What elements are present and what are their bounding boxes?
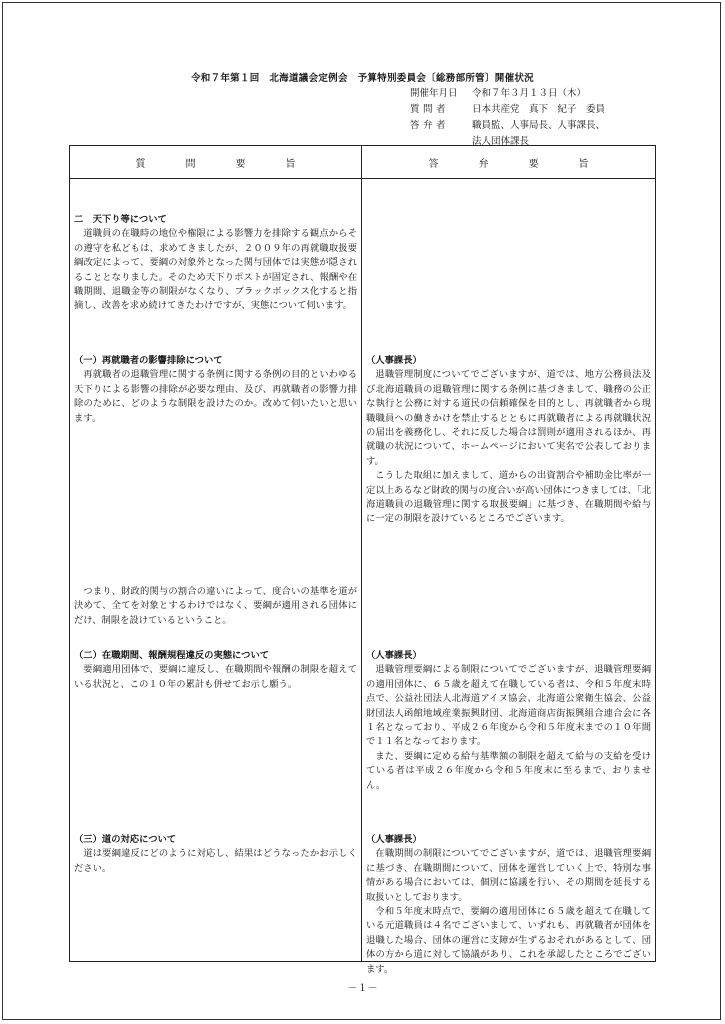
- answer-column: [362, 179, 656, 975]
- meta-questioner-value: 日本共産党 真下 紀子 委員: [472, 104, 606, 115]
- meta-answerer-value-2: 法人団体課長: [472, 136, 530, 147]
- answer-block-1: [366, 354, 651, 527]
- meta-answerer-value-1: 職員監、人事局長、人事課長、: [472, 120, 606, 131]
- question-heading: （二）在職期間、報酬規程違反の実態について: [74, 650, 270, 661]
- question-column: [70, 179, 362, 962]
- answer-paragraph: 令和５年度末時点で、要綱の適用団体に６５歳を超えて在職している元道職員は４名でございまして、いずれも、再就職者が団体を退職した場合、団体の運営に支障が生ずるおそれがあるとして、団体の方から道に対して協議があり、これを承認したところでございます。: [366, 906, 651, 975]
- question-body: つまり、財政的関与の割合の違いによって、度合いの基準を道が決めて、全てを対象とするわけではなく、要綱が適用される団体にだけ、制限を設けているということ。: [74, 586, 357, 626]
- meta-date-row: [410, 86, 710, 102]
- meta-date-label: 開催年月日: [410, 88, 458, 99]
- question-body: 再就職者の退職管理に関する条例に関する条例の目的といわゆる天下りによる影響の排除が必要な理由、及び、再就職者の影響力排除のために、どのような制限を設けたのか。改めて伺いたいと思います。: [74, 369, 357, 424]
- header-question: 質問要旨: [70, 146, 362, 179]
- meta-answerer-label: 答弁者: [410, 120, 450, 131]
- answer-paragraph: また、要綱に定める給与基準額の制限を超えて給与の支給を受けている者は平成２６年度から令和５年度末に至るまで、おりません。: [366, 750, 651, 791]
- answer-heading: （人事課長）: [366, 834, 422, 845]
- page-number: －１－: [347, 983, 378, 994]
- question-heading: 二 天下り等について: [74, 214, 167, 225]
- qa-table: [69, 145, 656, 975]
- question-block-2: [74, 354, 357, 426]
- answer-block-3: [366, 833, 651, 977]
- question-block-5: [74, 833, 357, 876]
- answer-block-2: [366, 649, 651, 793]
- question-body: 道職員の在職時の地位や権限による影響力を排除する観点からその遵守を私どもは、求めてきましたが、２００９年の再就職取扱要綱改定によって、要綱の対象外となった関与団体では実態が隠されることとなりました。そのため天下りポストが固定され、報酬や在職期間、退職金等の制限がなくなり、ブラックボックス化すると指摘し、改善を求め続けてきたわけですが、実態について伺います。: [74, 228, 357, 312]
- meta-questioner-row: [410, 102, 710, 118]
- answer-heading: （人事課長）: [366, 650, 422, 661]
- answer-paragraph: こうした取組に加えまして、道からの出資割合や補助金比率が一定以上あるなど財政的関与の度合いが高い団体につきましては、「北海道職員の退職管理に関する取扱要綱」に基づき、在職期間や給与に一定の制限を設けているところでございます。: [366, 470, 651, 525]
- meeting-meta: [410, 86, 710, 150]
- question-block-4: [74, 649, 357, 692]
- answer-heading: （人事課長）: [366, 355, 422, 366]
- meta-questioner-label: 質問者: [410, 104, 450, 115]
- question-block-3: [74, 585, 357, 628]
- meta-answerer-row: [410, 118, 710, 134]
- answer-paragraph: 退職管理要綱による制限についてでございますが、退職管理要綱の適用団体に、６５歳を超えて在職している者は、令和５年度末時点で、公益社団法人北海道アイヌ協会、北海道公衆衛生協会、公益財団法人函館地域産業振興財団、北海道商店街振興組合連合会に各１名となっており、平成２６年度から令和５年度末までの１０年間で１１名となっております。: [366, 664, 651, 748]
- question-body: 要綱適用団体で、要綱に違反し、在職期間や報酬の制限を超えている状況と、この１０年の累計も併せてお示し願う。: [74, 664, 357, 690]
- meta-date-value: 令和７年３月１３日（木）: [472, 88, 587, 99]
- answer-paragraph: 在職期間の制限についてでございますが、道では、退職管理要綱に基づき、在職期間について、団体を運営していく上で、特別な事情がある場合においては、個別に協議を行い、その期間を延長する取扱いとしております。: [366, 848, 651, 903]
- question-heading: （一）再就職者の影響排除について: [74, 355, 223, 366]
- document-title: 令和７年第１回 北海道議会定例会 予算特別委員会〔総務部所管〕開催状況: [190, 73, 534, 84]
- question-heading: （三）道の対応について: [74, 834, 177, 845]
- question-block-1: [74, 213, 357, 314]
- question-body: 道は要綱違反にどのように対応し、結果はどうなったかお示しください。: [74, 848, 357, 874]
- header-answer: 答弁要旨: [362, 146, 656, 179]
- answer-paragraph: 退職管理制度についてでございますが、道では、地方公務員法及び北海道職員の退職管理に関する条例に基づきまして、職務の公正な執行と公務に対する道民の信頼確保を目的とし、再就職者から現職職員への働きかけを禁止するとともに再就職者による再就職状況の届出を義務化し、それに反した場合は罰則が適用されるほか、再就職の状況について、ホームページにおいて実名で公表しております。: [366, 369, 651, 467]
